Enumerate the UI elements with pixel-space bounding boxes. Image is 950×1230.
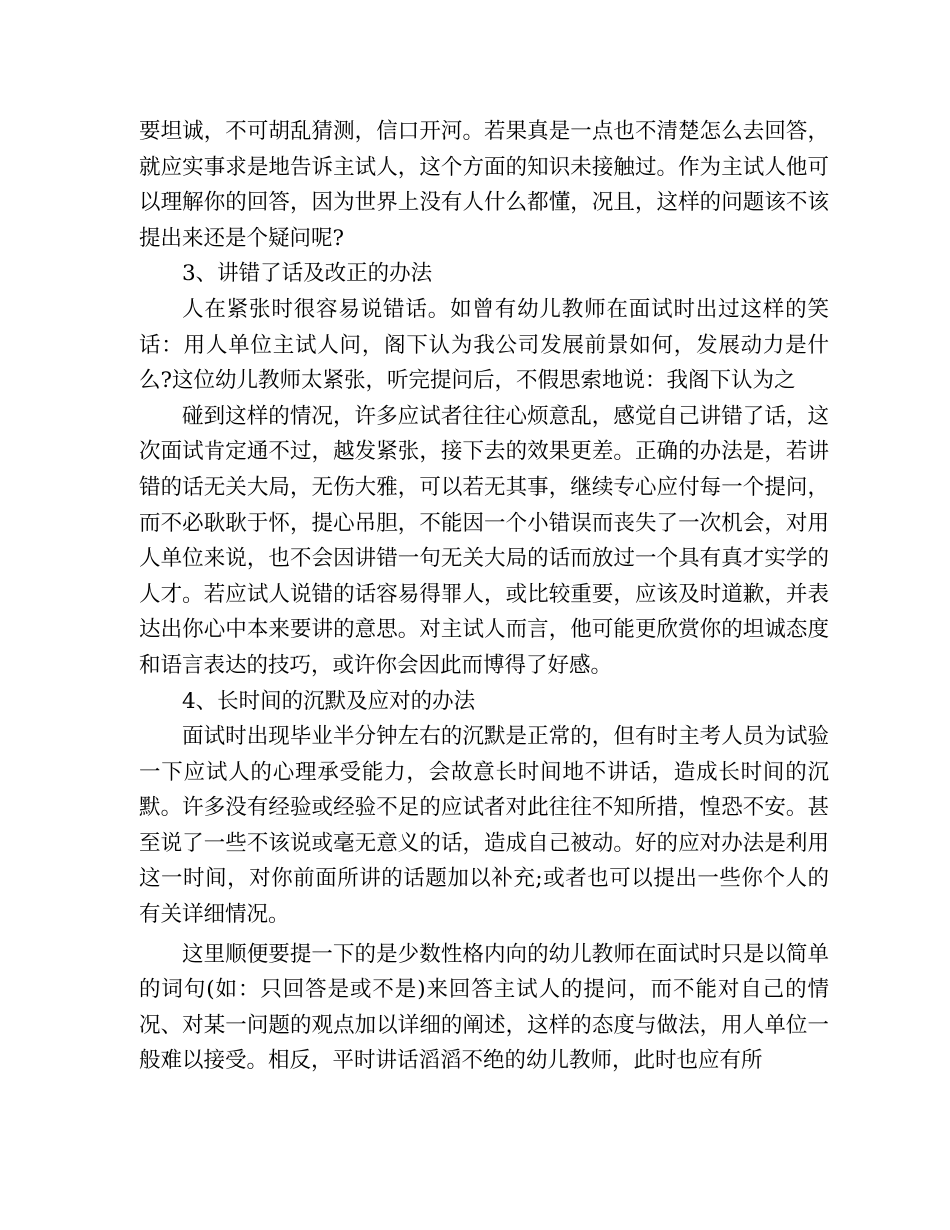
section-heading-3: 3、讲错了话及改正的办法 [182,261,433,287]
paragraph-silence: 面试时出现毕业半分钟左右的沉默是正常的，但有时主考人员为试验一下应试人的心理承受能力，会故意长时间地不讲话，造成长时间的沉默。许多没有经验或经验不足的应试者对此往往不知所措，惶恐不安。甚至说了一些不该说或毫无意义的话，造成自己被动。好的应对办法是利用这一时间，对你前面所讲的话题加以补充;或者也可以提出一些你个人的有关详细情况。 [139,724,829,928]
document-body [139,114,829,1079]
section-heading-4: 4、长时间的沉默及应对的办法 [182,688,476,714]
paragraph-introverted: 这里顺便要提一下的是少数性格内向的幼儿教师在面试时只是以简单的词句(如：只回答是或不是)来回答主试人的提问，而不能对自己的情况、对某一问题的观点加以详细的阐述，这样的态度与做法，用人单位一般难以接受。相反，平时讲话滔滔不绝的幼儿教师，此时也应有所 [139,941,829,1074]
paragraph-misspeaking: 人在紧张时很容易说错话。如曾有幼儿教师在面试时出过这样的笑话：用人单位主试人问，阁下认为我公司发展前景如何，发展动力是什么?这位幼儿教师太紧张，听完提问后，不假思索地说：我阁下认为之 [139,296,829,394]
paragraph-correction: 碰到这样的情况，许多应试者往往心烦意乱，感觉自己讲错了话，这次面试肯定通不过，越发紧张，接下去的效果更差。正确的办法是，若讲错的话无关大局，无伤大雅，可以若无其事，继续专心应付每一个提问，而不必耿耿于怀，提心吊胆，不能因一个小错误而丧失了一次机会，对用人单位来说，也不会因讲错一句无关大局的话而放过一个具有真才实学的人才。若应试人说错的话容易得罪人，或比较重要，应该及时道歉，并表达出你心中本来要讲的意思。对主试人而言，他可能更欣赏你的坦诚态度和语言表达的技巧，或许你会因此而博得了好感。 [139,403,829,678]
paragraph-continuation: 要坦诚，不可胡乱猜测，信口开河。若果真是一点也不清楚怎么去回答，就应实事求是地告诉主试人，这个方面的知识未接触过。作为主试人他可以理解你的回答，因为世界上没有人什么都懂，况且，这样的问题该不该提出来还是个疑问呢? [139,119,829,251]
